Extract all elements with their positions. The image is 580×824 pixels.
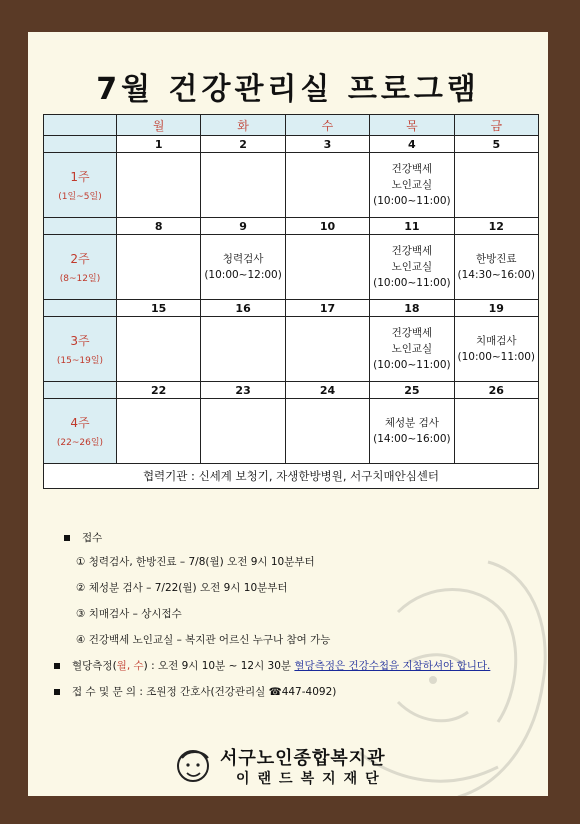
weekday-mon: 월: [117, 115, 201, 136]
schedule-cell: [285, 317, 369, 382]
contact-note: 접 수 및 문 의 : 조원정 간호사(건강관리실 ☎447-4092): [54, 684, 336, 699]
blood-sugar-reminder: 혈당측정은 건강수첩을 지참하셔야 합니다.: [294, 660, 491, 672]
schedule-cell: [454, 399, 538, 464]
date-cell: 4: [370, 136, 454, 153]
schedule-cell: 건강백세 노인교실 (10:00~11:00): [370, 153, 454, 218]
week-row: [44, 317, 539, 382]
note-item: ③ 치매검사 – 상시접수: [76, 608, 182, 620]
note-item: ② 체성분 검사 – 7/22(월) 오전 9시 10분부터: [76, 582, 288, 594]
date-cell: 16: [201, 300, 285, 317]
logo-name: 서구노인종합복지관: [220, 748, 386, 769]
schedule-cell: 한방진료 (14:30~16:00): [454, 235, 538, 300]
weekday-fri: 금: [454, 115, 538, 136]
schedule-cell: [117, 235, 201, 300]
date-cell: 8: [117, 218, 201, 235]
schedule-cell: [201, 153, 285, 218]
weekday-tue: 화: [201, 115, 285, 136]
schedule-cell: 체성분 검사 (14:00~16:00): [370, 399, 454, 464]
week-label: 3주 (15~19일): [44, 317, 117, 382]
partners-row: [44, 464, 539, 489]
week-row: [44, 399, 539, 464]
blood-sugar-note: 혈당측정(월, 수) : 오전 9시 10분 ~ 12시 30분 혈당측정은 건강수첩을 지참하셔야 합니다.: [54, 658, 490, 673]
week-row: [44, 235, 539, 300]
weekday-thu: 목: [370, 115, 454, 136]
note-item: ① 청력검사, 한방진료 – 7/8(월) 오전 9시 10분부터: [76, 556, 315, 568]
date-cell: 24: [285, 382, 369, 399]
date-cell: 5: [454, 136, 538, 153]
schedule-cell: 청력검사 (10:00~12:00): [201, 235, 285, 300]
date-cell: 9: [201, 218, 285, 235]
poster-page: [28, 32, 548, 796]
schedule-cell: [285, 399, 369, 464]
logo-org: 이랜드복지재단: [236, 771, 387, 787]
bullet-icon: [64, 535, 70, 541]
note-item: ④ 건강백세 노인교실 – 복지관 어르신 누구나 참여 가능: [76, 634, 331, 646]
schedule-cell: [285, 235, 369, 300]
schedule-cell: 건강백세 노인교실 (10:00~11:00): [370, 235, 454, 300]
date-cell: 18: [370, 300, 454, 317]
date-cell: 3: [285, 136, 369, 153]
date-cell: 26: [454, 382, 538, 399]
schedule-cell: [454, 153, 538, 218]
date-cell: 22: [117, 382, 201, 399]
reception-heading: 접수: [64, 530, 102, 545]
date-cell: 12: [454, 218, 538, 235]
date-row: [44, 218, 539, 235]
date-cell: 23: [201, 382, 285, 399]
organization-logo: [176, 744, 416, 790]
page-title: 7월 건강관리실 프로그램: [96, 72, 480, 107]
week-row: [44, 153, 539, 218]
schedule-cell: [201, 317, 285, 382]
date-row: [44, 300, 539, 317]
date-cell: 15: [117, 300, 201, 317]
date-row: [44, 382, 539, 399]
schedule-cell: [117, 153, 201, 218]
week-label: 2주 (8~12일): [44, 235, 117, 300]
elder-face-logo-icon: [176, 746, 214, 786]
schedule-cell: [285, 153, 369, 218]
partners-text: 협력기관 : 신세계 보청기, 자생한방병원, 서구치매안심센터: [44, 464, 539, 489]
date-cell: 19: [454, 300, 538, 317]
date-cell: 1: [117, 136, 201, 153]
week-label: 1주 (1일~5일): [44, 153, 117, 218]
schedule-cell: [117, 317, 201, 382]
date-cell: 25: [370, 382, 454, 399]
date-cell: 11: [370, 218, 454, 235]
schedule-cell: 건강백세 노인교실 (10:00~11:00): [370, 317, 454, 382]
weekday-header-row: [44, 115, 539, 136]
bullet-icon: [54, 689, 60, 695]
date-cell: 10: [285, 218, 369, 235]
week-label: 4주 (22~26일): [44, 399, 117, 464]
schedule-cell: [117, 399, 201, 464]
bullet-icon: [54, 663, 60, 669]
weekday-wed: 수: [285, 115, 369, 136]
date-cell: 2: [201, 136, 285, 153]
schedule-cell: [201, 399, 285, 464]
schedule-cell: 치매검사 (10:00~11:00): [454, 317, 538, 382]
date-cell: 17: [285, 300, 369, 317]
weekly-schedule-table: [43, 114, 539, 489]
date-row: [44, 136, 539, 153]
